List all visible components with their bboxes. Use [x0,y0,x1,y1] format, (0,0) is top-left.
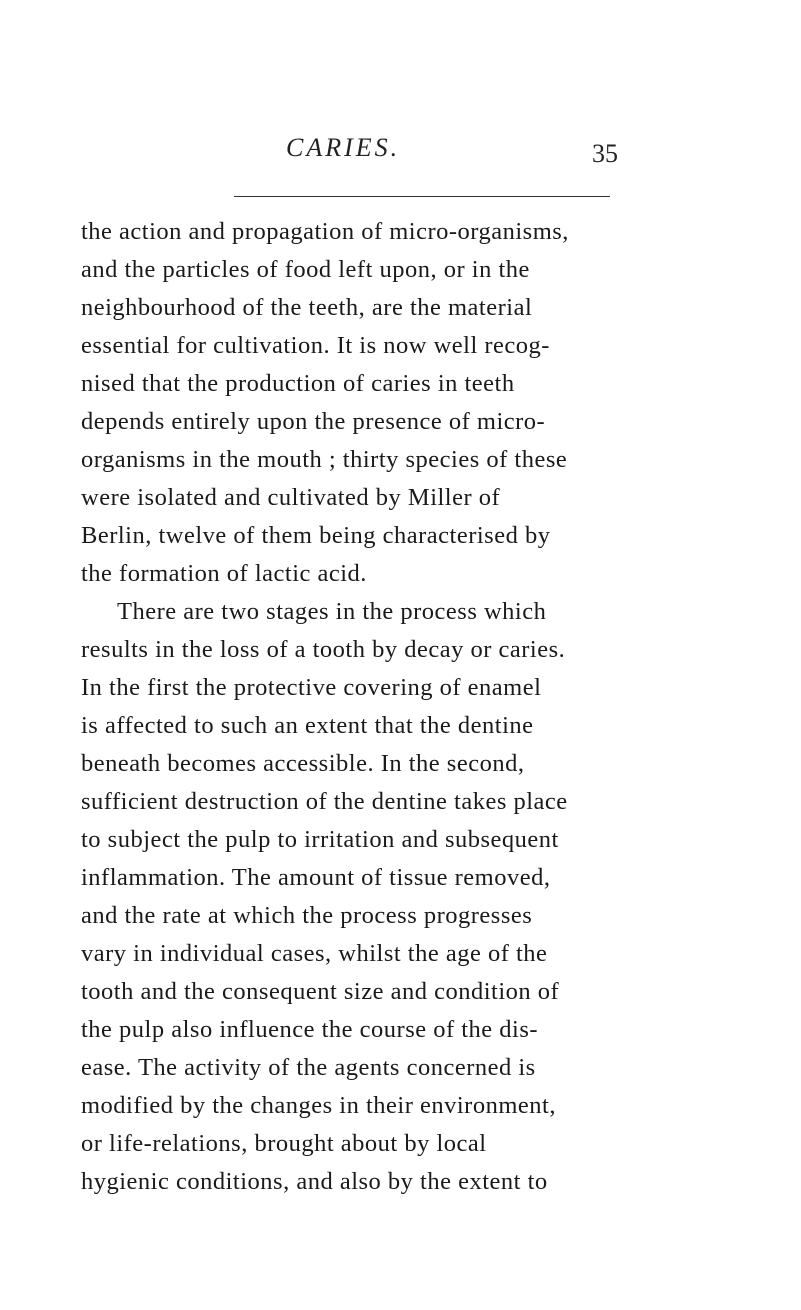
text-line: organisms in the mouth ; thirty species of these [81,446,568,473]
text-line: essential for cultivation. It is now well recog- [81,332,550,359]
text-line: results in the loss of a tooth by decay or caries. [81,636,566,663]
text-line: vary in individual cases, whilst the age of the [81,940,548,967]
text-line: inflammation. The amount of tissue removed, [81,864,551,891]
text-line: the action and propagation of micro-organisms, [81,218,569,245]
text-line: neighbourhood of the teeth, are the material [81,294,533,321]
text-line: depends entirely upon the presence of micro- [81,408,546,435]
text-line: nised that the production of caries in teeth [81,370,515,397]
text-line: beneath becomes accessible. In the second, [81,750,525,777]
text-line: and the rate at which the process progresses [81,902,533,929]
text-line: modified by the changes in their environment, [81,1092,556,1119]
text-line: the formation of lactic acid. [81,560,367,587]
text-line: and the particles of food left upon, or in the [81,256,530,283]
text-line: to subject the pulp to irritation and subsequent [81,826,559,853]
header-rule [234,196,610,197]
text-line: is affected to such an extent that the dentine [81,712,534,739]
text-line: ease. The activity of the agents concerned is [81,1054,536,1081]
text-line: the pulp also influence the course of the dis- [81,1016,539,1043]
text-line: In the first the protective covering of enamel [81,674,542,701]
text-line: or life-relations, brought about by local [81,1130,487,1157]
text-line: hygienic conditions, and also by the extent to [81,1168,548,1195]
body-text [81,213,801,1201]
page-number: 35 [592,139,618,168]
running-title: CARIES. [286,133,401,162]
text-line: tooth and the consequent size and condition of [81,978,560,1005]
text-line: Berlin, twelve of them being characterised by [81,522,551,549]
text-line: sufficient destruction of the dentine takes place [81,788,568,815]
paragraph-first-line: There are two stages in the process which [117,598,547,625]
text-line: were isolated and cultivated by Miller of [81,484,501,511]
